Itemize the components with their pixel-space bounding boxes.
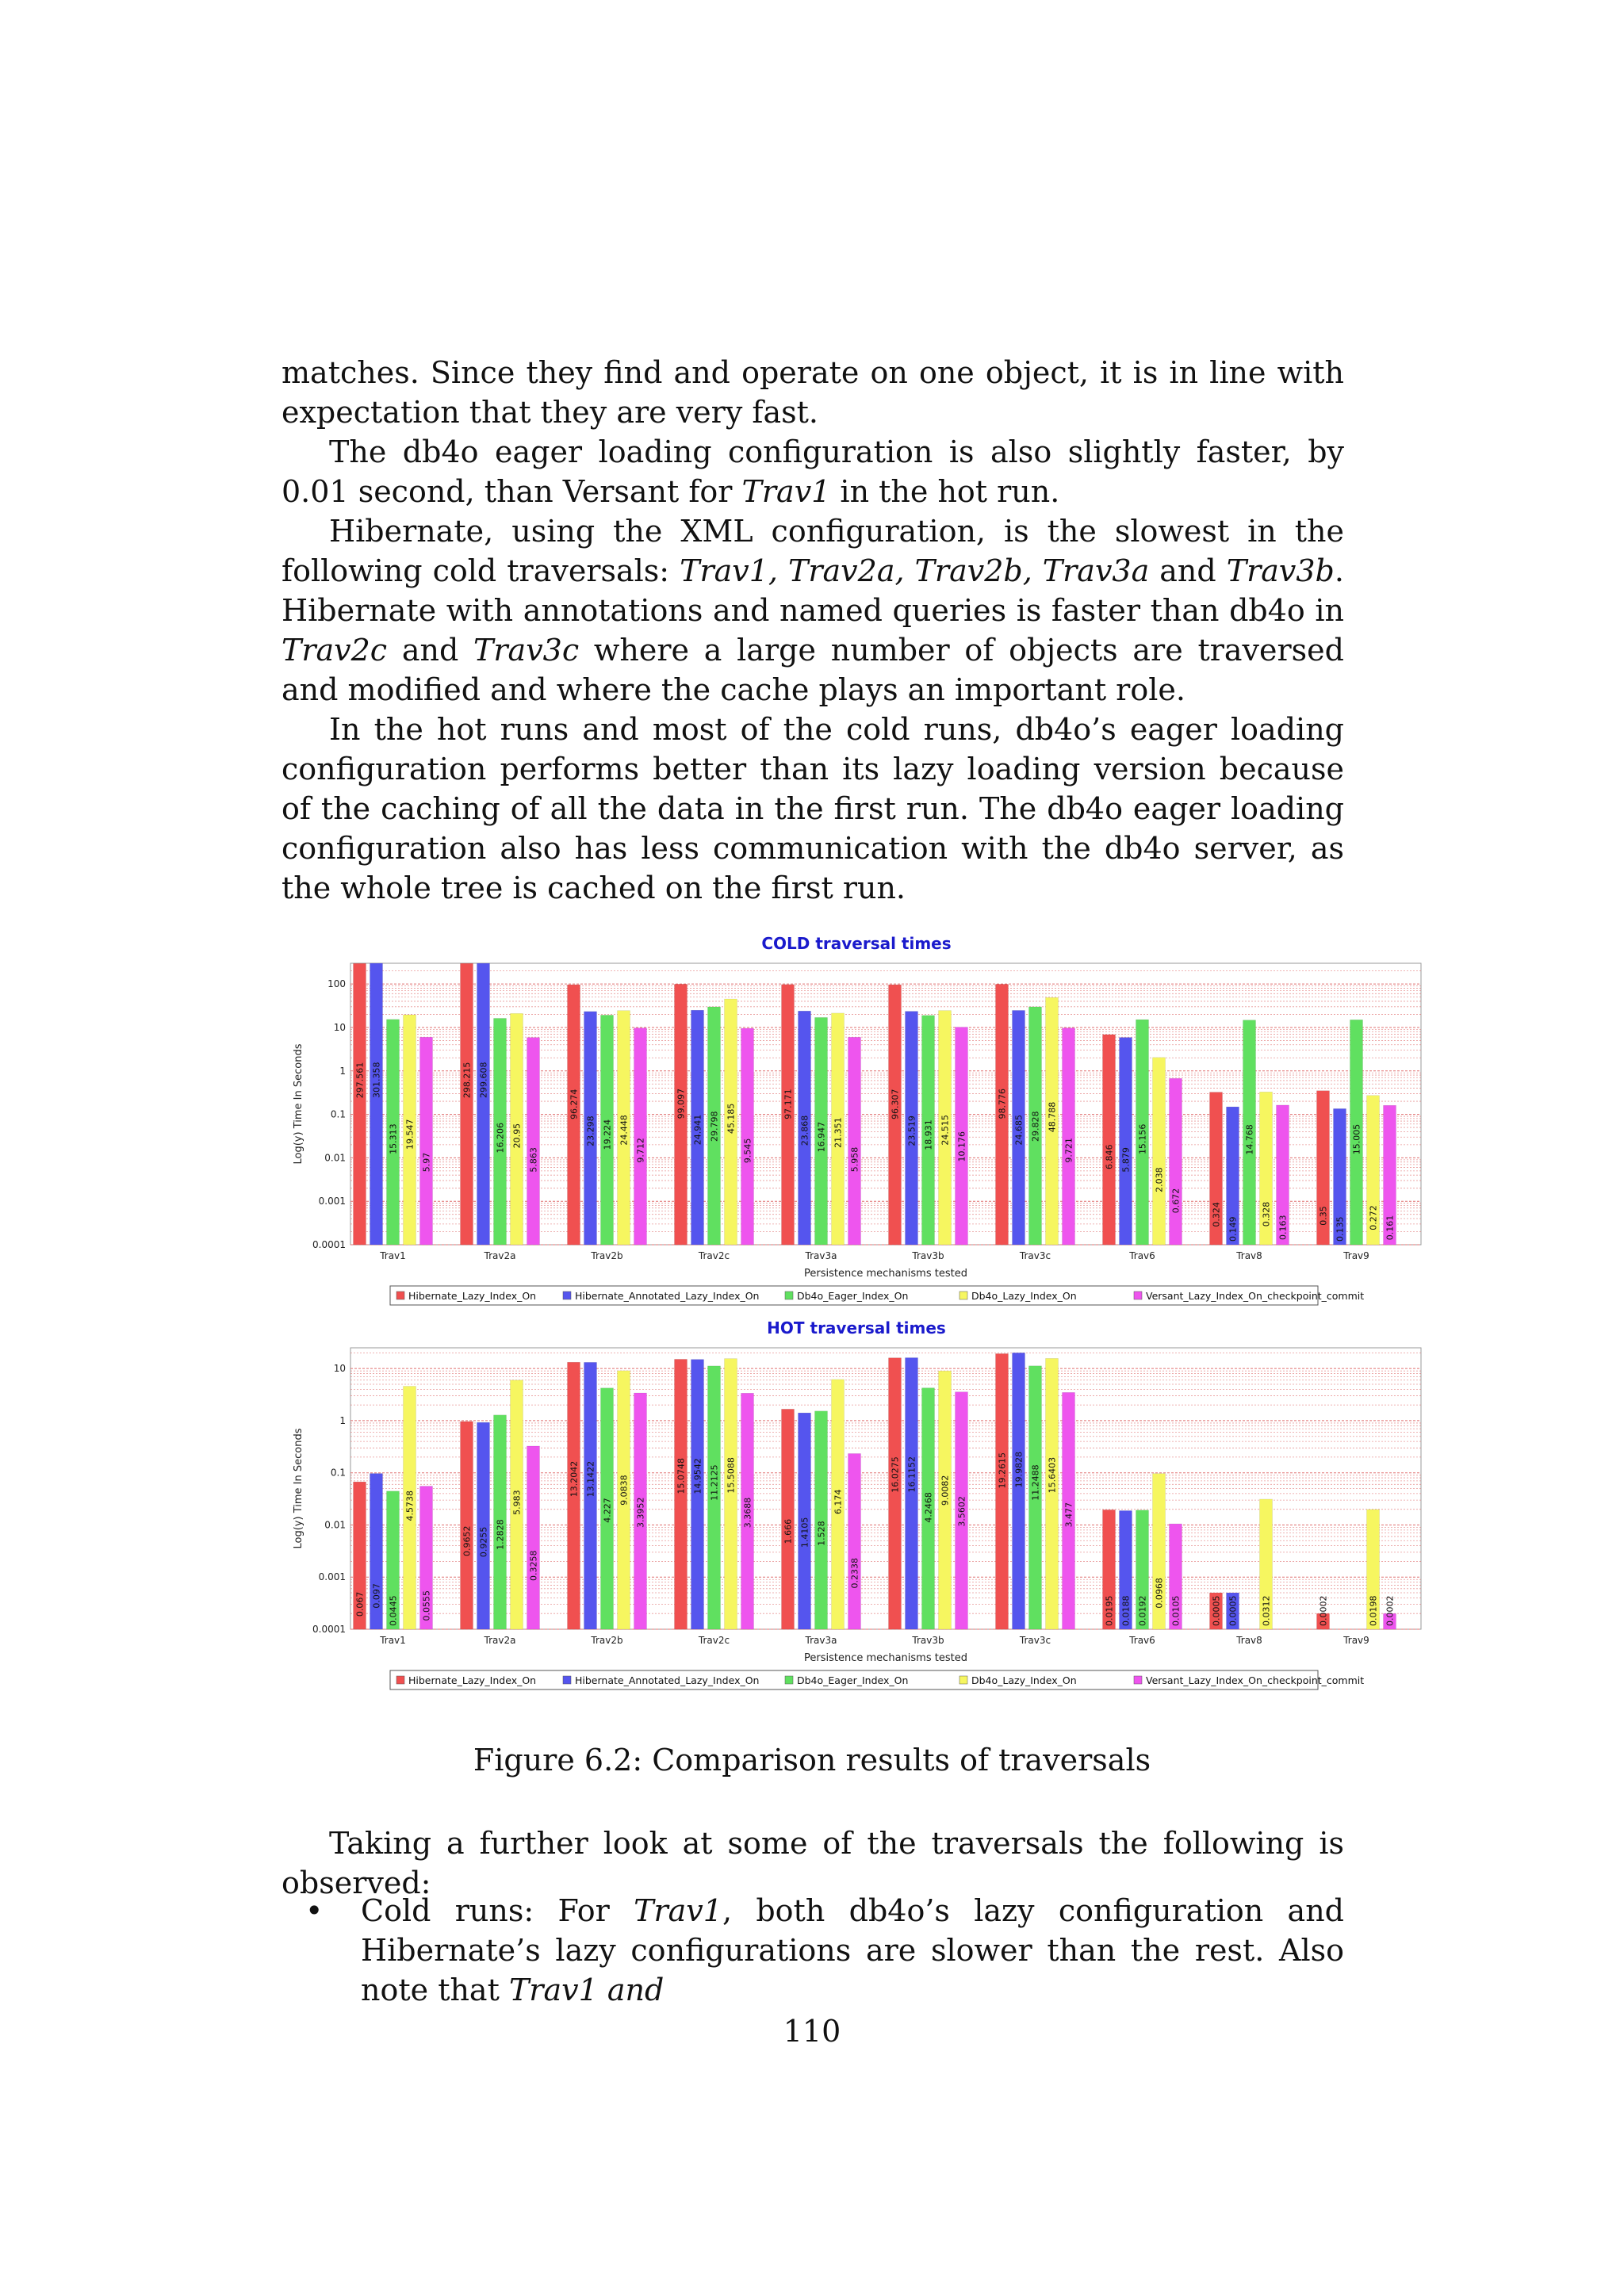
text-run: . Hibernate with annotations and named queries is faster than db4o in [282,553,1344,628]
x-tick-label: Trav3c [1019,1635,1051,1646]
legend-swatch [1134,1676,1142,1684]
bar-value-label: 18.931 [923,1119,934,1150]
bar [1170,1078,1182,1245]
text-run: , both db4o’s lazy configuration and Hibernate’s lazy configurations are slower than the rest. Also note that [361,1893,1344,2007]
bar-value-label: 1.2828 [495,1519,506,1550]
x-tick-label: Trav6 [1129,1635,1155,1646]
y-tick-label: 1 [339,1065,346,1077]
x-tick-label: Trav3b [912,1250,944,1261]
bar-value-label: 0.0312 [1261,1595,1272,1626]
bar [420,1037,433,1245]
legend-swatch [563,1292,571,1299]
paragraph-1 [282,353,1344,432]
bar-value-label: 29.798 [709,1111,720,1142]
legend-label: Versant_Lazy_Index_On_checkpoint_commit [1146,1290,1365,1302]
bar [1103,1035,1116,1245]
bar [889,1358,902,1629]
legend-swatch [1134,1292,1142,1299]
bar [815,1411,828,1629]
bar-value-label: 97.171 [783,1089,794,1119]
bar-value-label: 0.161 [1385,1215,1396,1241]
bar-value-label: 24.685 [1013,1114,1025,1146]
bar-value-label: 0.0002 [1318,1595,1329,1626]
bar-value-label: 3.477 [1063,1502,1074,1528]
italic-term: Trav1 [741,474,831,509]
bar-value-label: 4.2468 [923,1492,934,1523]
bar-value-label: 9.0838 [619,1475,630,1506]
bar [461,963,473,1245]
italic-term: Trav3b [1226,553,1335,588]
bar-value-label: 1.666 [783,1518,794,1544]
x-tick-label: Trav2a [484,1635,516,1646]
legend-label: Hibernate_Lazy_Index_On [408,1290,537,1302]
bar [1153,1058,1166,1245]
bar-value-label: 5.863 [528,1147,539,1173]
bar-value-label: 3.3952 [635,1497,646,1529]
chart-title: COLD traversal times [761,934,952,953]
bar-value-label: 297.561 [354,1062,366,1099]
bar-value-label: 0.163 [1277,1215,1289,1240]
legend-swatch [396,1676,404,1684]
text-run: where a large number of objects are traversed and modified and where the cache plays an important role. [282,633,1344,707]
x-tick-label: Trav3c [1019,1250,1051,1261]
bar-value-label: 24.515 [940,1115,951,1146]
bar-value-label: 9.712 [635,1138,646,1163]
bar-value-label: 23.298 [585,1115,596,1146]
x-tick-label: Trav2c [698,1635,730,1646]
bar-value-label: 19.224 [602,1119,613,1150]
italic-term: Trav3c [473,633,580,668]
legend-label: Hibernate_Lazy_Index_On [408,1674,537,1686]
bar-value-label: 16.947 [816,1121,827,1153]
bar [461,1422,473,1629]
x-tick-label: Trav6 [1129,1250,1155,1261]
legend-label: Hibernate_Annotated_Lazy_Index_On [575,1290,760,1302]
y-tick-label: 0.1 [330,1108,346,1120]
x-tick-label: Trav2b [591,1250,623,1261]
legend-label: Versant_Lazy_Index_On_checkpoint_commit [1146,1674,1365,1686]
bar-value-label: 23.868 [799,1115,810,1146]
bar-value-label: 4.5738 [404,1490,416,1521]
x-tick-label: Trav3a [805,1250,837,1261]
bar-value-label: 9.545 [742,1138,753,1164]
x-tick-label: Trav2b [591,1635,623,1646]
italic-term: Trav2c [282,633,388,668]
chart-title: HOT traversal times [767,1318,946,1337]
hot-chart [285,1316,1427,1705]
bar-value-label: 0.272 [1368,1205,1379,1230]
y-tick-label: 0.0001 [312,1624,346,1635]
bar [906,1358,918,1629]
bar-value-label: 0.0555 [421,1590,432,1621]
bar-value-label: 19.9828 [1013,1451,1025,1488]
hot-chart-svg [285,1316,1427,1705]
x-tick-label: Trav3b [912,1635,944,1646]
bar-value-label: 9.721 [1063,1138,1074,1163]
bar-value-label: 0.067 [354,1591,366,1617]
bar-value-label: 5.958 [849,1146,860,1173]
bar-value-label: 16.206 [495,1122,506,1154]
bar-value-label: 301.358 [371,1062,382,1098]
bar-value-label: 15.0748 [676,1457,687,1494]
bar-value-label: 29.828 [1030,1111,1041,1142]
bar-value-label: 19.547 [404,1119,416,1150]
bar-value-label: 98.776 [997,1088,1008,1119]
text-run: in the hot run. [830,474,1060,509]
italic-term: Trav1, Trav2a, Trav2b, Trav3a [680,553,1150,588]
bar-value-label: 0.324 [1211,1202,1222,1227]
bar-value-label: 16.0275 [890,1456,901,1493]
bar-value-label: 0.3258 [528,1550,539,1581]
bar-value-label: 1.528 [816,1521,827,1546]
figure-caption: Figure 6.2: Comparison results of traversals [473,1743,1151,1777]
bar-value-label: 16.1152 [906,1456,917,1493]
italic-term: Trav1 and [508,1973,665,2007]
legend-label: Db4o_Eager_Index_On [797,1290,909,1302]
bar-value-label: 0.672 [1170,1188,1182,1214]
bar-value-label: 0.0105 [1170,1595,1182,1626]
legend-label: Db4o_Eager_Index_On [797,1674,909,1686]
text-run: Cold runs: For [361,1893,634,1928]
y-tick-label: 0.01 [324,1152,346,1164]
bar-value-label: 6.174 [833,1489,844,1514]
bar-value-label: 20.95 [511,1123,523,1149]
bar-value-label: 3.3688 [742,1497,753,1529]
x-tick-label: Trav9 [1343,1635,1369,1646]
bar-value-label: 14.9542 [692,1458,703,1494]
bar-value-label: 0.9255 [478,1526,489,1558]
bar-value-label: 0.149 [1228,1216,1239,1242]
bar-value-label: 0.0445 [388,1595,399,1626]
bar-value-label: 15.313 [388,1123,399,1154]
y-tick-label: 100 [327,978,346,990]
bar-value-label: 96.307 [890,1089,901,1120]
bar-value-label: 2.038 [1154,1167,1165,1192]
cold-chart-svg [285,932,1427,1320]
legend-label: Hibernate_Annotated_Lazy_Index_On [575,1674,760,1686]
x-tick-label: Trav2c [698,1250,730,1261]
legend-label: Db4o_Lazy_Index_On [971,1674,1077,1686]
x-tick-label: Trav2a [484,1250,516,1261]
bullet-marker: • [305,1893,324,1928]
bar-value-label: 13.2042 [569,1460,580,1498]
text-run: In the hot runs and most of the cold runs, db4o’s eager loading configuration performs better than its lazy loading version because of the caching of all the data in the first run. The db4o eager loading configuration also has less communication with the db4o server, as the whole tree is cached on the first run. [282,712,1344,905]
text-run: and [1149,553,1227,588]
bullet-item [305,1891,1344,2010]
paragraph-2 [282,432,1344,511]
bar [477,963,490,1245]
legend-swatch [785,1676,793,1684]
bar-value-label: 9.0082 [940,1475,951,1506]
text-run: Hibernate, using the XML configuration, is the slowest in the following cold traversals: [282,514,1344,588]
bar-value-label: 0.9652 [462,1525,473,1556]
bar-value-label: 15.156 [1137,1123,1148,1155]
legend-label: Db4o_Lazy_Index_On [971,1290,1077,1302]
bar-value-label: 5.97 [421,1152,432,1173]
bar [1013,1353,1025,1629]
x-axis-label: Persistence mechanisms tested [804,1268,967,1280]
bar-value-label: 298.215 [462,1062,473,1099]
bar-value-label: 0.35 [1318,1206,1329,1226]
bar-value-label: 19.2615 [997,1452,1008,1489]
bar [527,1038,540,1245]
bar-value-label: 99.097 [676,1088,687,1119]
x-tick-label: Trav1 [380,1635,406,1646]
cold-chart [285,932,1427,1320]
y-axis-label: Log(y) Time In Seconds [293,1428,304,1549]
bar-value-label: 299.608 [478,1062,489,1099]
bar-value-label: 5.983 [511,1490,523,1515]
x-tick-label: Trav1 [380,1250,406,1261]
x-tick-label: Trav3a [805,1635,837,1646]
bar [741,1028,754,1245]
x-tick-label: Trav9 [1343,1250,1369,1261]
y-axis-label: Log(y) Time In Seconds [293,1043,304,1165]
legend-swatch [396,1292,404,1299]
bar [1120,1038,1132,1245]
bar [848,1037,861,1245]
bar-value-label: 15.5088 [726,1457,737,1494]
bar [634,1028,647,1245]
bar-value-label: 4.227 [602,1498,613,1523]
bar [354,963,366,1245]
bar-value-label: 24.941 [692,1114,703,1146]
bar-value-label: 15.6403 [1047,1456,1058,1494]
bar [370,963,383,1245]
bar-value-label: 13.1422 [585,1460,596,1498]
text-run: and [387,633,474,668]
bar-value-label: 11.2125 [709,1464,720,1501]
text-run: The db4o eager loading configuration is also slightly faster, by 0.01 second, than Versant for [282,434,1344,509]
x-axis-label: Persistence mechanisms tested [804,1652,967,1664]
bar-value-label: 23.519 [906,1115,917,1146]
bar-value-label: 0.0198 [1368,1595,1379,1626]
bar-value-label: 5.879 [1120,1147,1132,1173]
legend-swatch [959,1676,967,1684]
legend-swatch [959,1292,967,1299]
bar-value-label: 15.005 [1351,1123,1362,1155]
bar-value-label: 24.448 [619,1115,630,1146]
paragraph-3 [282,511,1344,710]
bar-value-label: 96.274 [569,1089,580,1120]
bar [527,1446,540,1629]
legend-swatch [563,1676,571,1684]
italic-term: Trav1 [634,1893,722,1928]
bar-value-label: 14.768 [1244,1124,1255,1155]
y-tick-label: 0.001 [318,1196,346,1207]
bar-value-label: 6.846 [1104,1144,1115,1169]
y-tick-label: 10 [333,1021,346,1033]
y-tick-label: 1 [339,1414,346,1426]
y-tick-label: 0.001 [318,1571,346,1583]
bar-value-label: 0.135 [1335,1216,1346,1242]
x-tick-label: Trav8 [1236,1250,1262,1261]
bar [848,1453,861,1629]
bar [1063,1028,1075,1245]
bar-value-label: 0.0968 [1154,1578,1165,1609]
bar-value-label: 3.5602 [956,1496,967,1527]
bar-value-label: 45.185 [726,1103,737,1135]
bar-value-label: 0.328 [1261,1201,1272,1227]
bullet-text [329,1891,1344,2010]
bar-value-label: 1.4105 [799,1517,810,1548]
y-tick-label: 10 [333,1363,346,1375]
x-tick-label: Trav8 [1236,1635,1262,1646]
y-tick-label: 0.01 [324,1519,346,1531]
bar [996,1353,1009,1629]
bar [477,1422,490,1629]
bar-value-label: 0.0192 [1137,1595,1148,1626]
bar-value-label: 0.0002 [1385,1595,1396,1626]
page-number: 110 [783,2014,841,2049]
bar-value-label: 0.0188 [1120,1595,1132,1626]
paragraph-4 [282,710,1344,908]
bar-value-label: 48.788 [1047,1101,1058,1133]
bar-value-label: 0.2338 [849,1557,860,1589]
paragraph-after-caption: Taking a further look at some of the traversals the following is observed: [282,1826,1344,1900]
y-tick-label: 0.0001 [312,1239,346,1250]
bar-value-label: 0.097 [371,1583,382,1609]
bar-value-label: 11.2488 [1030,1464,1041,1501]
bar-value-label: 0.0195 [1104,1595,1115,1626]
bar-value-label: 0.0005 [1228,1595,1239,1626]
text-run: matches. Since they find and operate on one object, it is in line with expectation that they are very fast. [282,355,1344,430]
bar-value-label: 10.176 [956,1131,967,1162]
legend-swatch [785,1292,793,1299]
bar-value-label: 0.0005 [1211,1595,1222,1626]
y-tick-label: 0.1 [330,1467,346,1479]
bar-value-label: 21.351 [833,1117,844,1148]
